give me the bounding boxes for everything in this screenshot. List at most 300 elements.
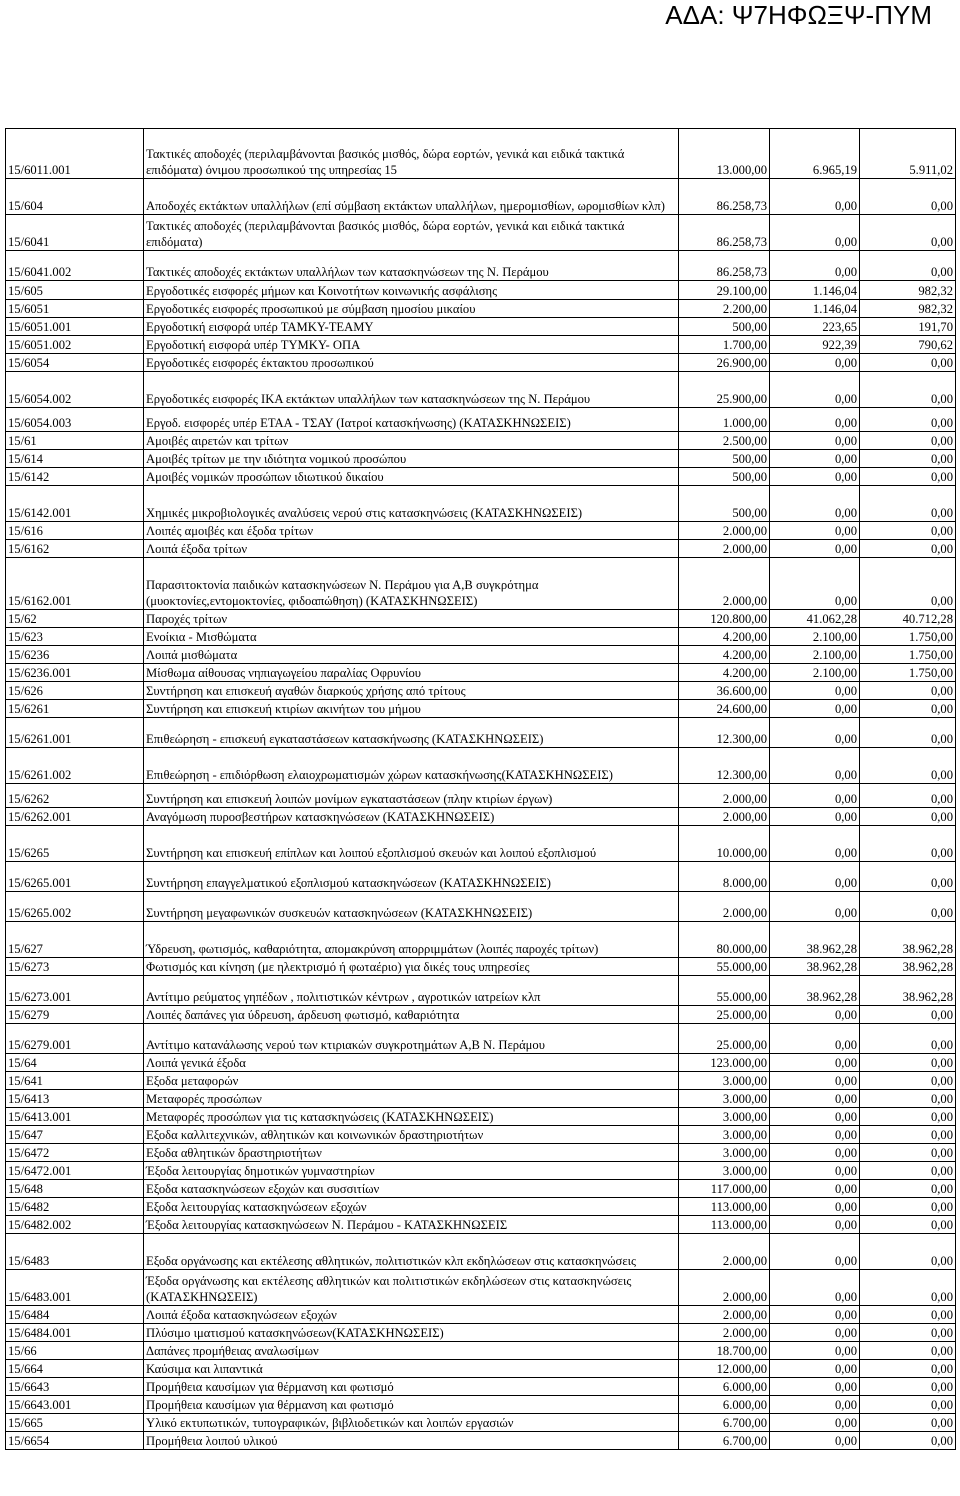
account-description: Λοιπά μισθώματα: [144, 646, 679, 664]
paid-amount: 38.962,28: [860, 976, 956, 1006]
budget-amount: 2.000,00: [679, 522, 770, 540]
committed-amount: 0,00: [770, 784, 860, 808]
table-row: [6, 354, 956, 372]
account-description: Εξοδα λειτουργίας κατασκηνώσεων εξοχών: [144, 1198, 679, 1216]
table-row: [6, 610, 956, 628]
paid-amount: 0,00: [860, 251, 956, 281]
account-code: 15/6262: [6, 784, 144, 808]
committed-amount: 0,00: [770, 1216, 860, 1234]
committed-amount: 0,00: [770, 540, 860, 558]
paid-amount: 0,00: [860, 808, 956, 826]
account-description: Τακτικές αποδοχές (περιλαμβάνονται βασικός μισθός, δώρα εορτών, γενικά και ειδικά τακτικά επιδόματα) όνιμου προσωπικού της υπηρεσίας 15: [144, 129, 679, 179]
account-code: 15/6273.001: [6, 976, 144, 1006]
paid-amount: 0,00: [860, 1054, 956, 1072]
budget-amount: 18.700,00: [679, 1342, 770, 1360]
account-code: 15/6643.001: [6, 1396, 144, 1414]
budget-amount: 2.000,00: [679, 1270, 770, 1306]
table-row: [6, 1432, 956, 1450]
budget-amount: 123.000,00: [679, 1054, 770, 1072]
account-code: 15/6279.001: [6, 1024, 144, 1054]
paid-amount: 0,00: [860, 784, 956, 808]
budget-amount: 4.200,00: [679, 628, 770, 646]
account-code: 15/6413.001: [6, 1108, 144, 1126]
account-code: 15/6261: [6, 700, 144, 718]
table-row: [6, 1024, 956, 1054]
table-row: [6, 922, 956, 958]
table-row: [6, 1198, 956, 1216]
table-row: [6, 1396, 956, 1414]
account-code: 15/6262.001: [6, 808, 144, 826]
paid-amount: 0,00: [860, 682, 956, 700]
account-code: 15/623: [6, 628, 144, 646]
budget-amount: 36.600,00: [679, 682, 770, 700]
committed-amount: 0,00: [770, 1414, 860, 1432]
paid-amount: 1.750,00: [860, 628, 956, 646]
account-code: 15/614: [6, 450, 144, 468]
committed-amount: 38.962,28: [770, 958, 860, 976]
budget-amount: 500,00: [679, 450, 770, 468]
committed-amount: 38.962,28: [770, 922, 860, 958]
account-description: Αμοιβές αιρετών και τρίτων: [144, 432, 679, 450]
committed-amount: 0,00: [770, 1006, 860, 1024]
committed-amount: 0,00: [770, 215, 860, 251]
paid-amount: 0,00: [860, 748, 956, 784]
table-row: [6, 646, 956, 664]
budget-amount: 24.600,00: [679, 700, 770, 718]
account-description: Εργοδοτικές εισφορές μήμων και Κοινοτήτων κοινωνικής ασφάλισης: [144, 281, 679, 300]
account-description: Παροχές τρίτων: [144, 610, 679, 628]
account-description: Χημικές μικροβιολογικές αναλύσεις νερού στις κατασκηνώσεις (ΚΑΤΑΣΚΗΝΩΣΕΙΣ): [144, 486, 679, 522]
account-description: Επιθεώρηση - επιδιόρθωση ελαιοχρωματισμών χώρων κατασκήνωσης(ΚΑΤΑΣΚΗΝΩΣΕΙΣ): [144, 748, 679, 784]
committed-amount: 0,00: [770, 372, 860, 408]
committed-amount: 0,00: [770, 1270, 860, 1306]
table-row: [6, 408, 956, 432]
account-description: Αμοιβές τρίτων με την ιδιότητα νομικού προσώπου: [144, 450, 679, 468]
account-description: Συντήρηση επαγγελματικού εξοπλισμού κατασκηνώσεων (ΚΑΤΑΣΚΗΝΩΣΕΙΣ): [144, 862, 679, 892]
account-code: 15/6483: [6, 1234, 144, 1270]
table-row: [6, 808, 956, 826]
account-description: Έξοδα λειτουργίας κατασκηνώσεων Ν. Περάμου - ΚΑΤΑΣΚΗΝΩΣΕΙΣ: [144, 1216, 679, 1234]
account-code: 15/6162: [6, 540, 144, 558]
budget-amount: 55.000,00: [679, 976, 770, 1006]
budget-amount: 2.000,00: [679, 1324, 770, 1342]
account-code: 15/6413: [6, 1090, 144, 1108]
committed-amount: 0,00: [770, 450, 860, 468]
account-code: 15/626: [6, 682, 144, 700]
committed-amount: 2.100,00: [770, 646, 860, 664]
budget-amount: 500,00: [679, 486, 770, 522]
paid-amount: 0,00: [860, 486, 956, 522]
account-description: Αναγόμωση πυροσβεστήρων κατασκηνώσεων (ΚΑΤΑΣΚΗΝΩΣΕΙΣ): [144, 808, 679, 826]
paid-amount: 0,00: [860, 892, 956, 922]
paid-amount: 0,00: [860, 1072, 956, 1090]
table-row: [6, 1378, 956, 1396]
account-code: 15/6484.001: [6, 1324, 144, 1342]
table-row: [6, 1216, 956, 1234]
account-description: Εργοδοτική εισφορά υπέρ ΤΑΜΚΥ-ΤΕΑΜΥ: [144, 318, 679, 336]
committed-amount: 0,00: [770, 468, 860, 486]
committed-amount: 0,00: [770, 1054, 860, 1072]
paid-amount: 0,00: [860, 1396, 956, 1414]
account-code: 15/6054.002: [6, 372, 144, 408]
account-description: Τακτικές αποδοχές εκτάκτων υπαλλήλων των κατασκηνώσεων της Ν. Περάμου: [144, 251, 679, 281]
paid-amount: 38.962,28: [860, 922, 956, 958]
account-description: Εργοδοτικές εισφορές προσωπικού με σύμβαση ημοσίου μικαίου: [144, 300, 679, 318]
account-description: Εξοδα μεταφορών: [144, 1072, 679, 1090]
table-row: [6, 958, 956, 976]
account-code: 15/6472: [6, 1144, 144, 1162]
account-description: Ενοίκια - Μισθώματα: [144, 628, 679, 646]
account-code: 15/616: [6, 522, 144, 540]
committed-amount: 0,00: [770, 700, 860, 718]
table-row: [6, 1090, 956, 1108]
account-description: Έξοδα οργάνωσης και εκτέλεσης αθλητικών και πολιτιστικών εκδηλώσεων στις κατασκηνώσεις (ΚΑΤΑΣΚΗΝΩΣΕΙΣ): [144, 1270, 679, 1306]
table-row: [6, 1054, 956, 1072]
budget-amount: 12.300,00: [679, 748, 770, 784]
table-row: [6, 179, 956, 215]
paid-amount: 0,00: [860, 862, 956, 892]
paid-amount: 0,00: [860, 372, 956, 408]
committed-amount: 0,00: [770, 1198, 860, 1216]
table-row: [6, 1162, 956, 1180]
account-description: Επιθεώρηση - επισκευή εγκαταστάσεων κατασκήνωσης (ΚΑΤΑΣΚΗΝΩΣΕΙΣ): [144, 718, 679, 748]
budget-amount: 500,00: [679, 318, 770, 336]
table-row: [6, 826, 956, 862]
paid-amount: 0,00: [860, 1024, 956, 1054]
table-row: [6, 862, 956, 892]
budget-amount: 2.200,00: [679, 300, 770, 318]
budget-amount: 2.000,00: [679, 558, 770, 610]
account-code: 15/6265.002: [6, 892, 144, 922]
paid-amount: 0,00: [860, 558, 956, 610]
committed-amount: 0,00: [770, 486, 860, 522]
committed-amount: 0,00: [770, 1108, 860, 1126]
committed-amount: 0,00: [770, 682, 860, 700]
committed-amount: 2.100,00: [770, 664, 860, 682]
committed-amount: 0,00: [770, 1072, 860, 1090]
account-code: 15/64: [6, 1054, 144, 1072]
paid-amount: 0,00: [860, 1432, 956, 1450]
committed-amount: 41.062,28: [770, 610, 860, 628]
budget-amount: 29.100,00: [679, 281, 770, 300]
budget-amount: 2.000,00: [679, 540, 770, 558]
paid-amount: 0,00: [860, 1342, 956, 1360]
account-description: Έξοδα λειτουργίας δημοτικών γυμναστηρίων: [144, 1162, 679, 1180]
committed-amount: 0,00: [770, 1432, 860, 1450]
table-row: [6, 522, 956, 540]
account-description: Συντήρηση και επισκευή λοιπών μονίμων εγκαταστάσεων (πλην κτιρίων έργων): [144, 784, 679, 808]
account-code: 15/605: [6, 281, 144, 300]
table-row: [6, 1006, 956, 1024]
paid-amount: 790,62: [860, 336, 956, 354]
budget-amount: 6.000,00: [679, 1396, 770, 1414]
committed-amount: 0,00: [770, 354, 860, 372]
budget-amount: 4.200,00: [679, 646, 770, 664]
table-row: [6, 1144, 956, 1162]
committed-amount: 0,00: [770, 718, 860, 748]
table-row: [6, 718, 956, 748]
account-code: 15/6279: [6, 1006, 144, 1024]
account-code: 15/6236: [6, 646, 144, 664]
budget-amount: 3.000,00: [679, 1108, 770, 1126]
paid-amount: 1.750,00: [860, 646, 956, 664]
account-description: Δαπάνες προμήθειας αναλωσίμων: [144, 1342, 679, 1360]
paid-amount: 0,00: [860, 432, 956, 450]
account-code: 15/6051.001: [6, 318, 144, 336]
paid-amount: 0,00: [860, 1162, 956, 1180]
account-code: 15/6054: [6, 354, 144, 372]
table-row: [6, 784, 956, 808]
account-description: Συντήρηση και επισκευή επίπλων και λοιπού εξοπλισμού σκευών και λοιπού εξοπλισμού: [144, 826, 679, 862]
account-description: Εργοδοτικές εισφορές έκτακτου προσωπικού: [144, 354, 679, 372]
committed-amount: 0,00: [770, 432, 860, 450]
budget-amount: 26.900,00: [679, 354, 770, 372]
account-description: Μεταφορές προσώπων: [144, 1090, 679, 1108]
committed-amount: 0,00: [770, 826, 860, 862]
budget-amount: 2.500,00: [679, 432, 770, 450]
budget-amount: 500,00: [679, 468, 770, 486]
committed-amount: 0,00: [770, 1306, 860, 1324]
account-description: Λοιπές δαπάνες για ύδρευση, άρδευση φωτισμό, καθαριότητα: [144, 1006, 679, 1024]
budget-amount: 12.300,00: [679, 718, 770, 748]
table-row: [6, 1360, 956, 1378]
account-code: 15/641: [6, 1072, 144, 1090]
account-code: 15/6236.001: [6, 664, 144, 682]
budget-amount: 3.000,00: [679, 1126, 770, 1144]
account-description: Αντίτιμο κατανάλωσης νερού των κτιριακών συγκροτημάτων Α,Β Ν. Περάμου: [144, 1024, 679, 1054]
budget-amount: 12.000,00: [679, 1360, 770, 1378]
budget-amount: 2.000,00: [679, 1306, 770, 1324]
paid-amount: 0,00: [860, 215, 956, 251]
table-row: [6, 664, 956, 682]
paid-amount: 0,00: [860, 354, 956, 372]
table-row: [6, 1126, 956, 1144]
budget-amount: 113.000,00: [679, 1216, 770, 1234]
account-code: 15/604: [6, 179, 144, 215]
committed-amount: 0,00: [770, 862, 860, 892]
table-row: [6, 976, 956, 1006]
account-code: 15/6142: [6, 468, 144, 486]
paid-amount: 0,00: [860, 1126, 956, 1144]
account-description: Ύδρευση, φωτισμός, καθαριότητα, απομακρύνση απορριμμάτων (λοιπές παροχές τρίτων): [144, 922, 679, 958]
paid-amount: 0,00: [860, 1306, 956, 1324]
paid-amount: 0,00: [860, 1180, 956, 1198]
budget-amount: 25.900,00: [679, 372, 770, 408]
budget-amount: 3.000,00: [679, 1162, 770, 1180]
budget-amount: 2.000,00: [679, 808, 770, 826]
paid-amount: 0,00: [860, 1234, 956, 1270]
paid-amount: 0,00: [860, 450, 956, 468]
account-description: Συντήρηση και επισκευή αγαθών διαρκούς χρήσης από τρίτους: [144, 682, 679, 700]
account-code: 15/6654: [6, 1432, 144, 1450]
account-code: 15/664: [6, 1360, 144, 1378]
table-row: [6, 748, 956, 784]
committed-amount: 0,00: [770, 892, 860, 922]
budget-amount: 86.258,73: [679, 251, 770, 281]
committed-amount: 0,00: [770, 251, 860, 281]
table-row: [6, 1180, 956, 1198]
committed-amount: 0,00: [770, 1144, 860, 1162]
table-row: [6, 1342, 956, 1360]
budget-amount: 3.000,00: [679, 1090, 770, 1108]
paid-amount: 191,70: [860, 318, 956, 336]
account-code: 15/6041.002: [6, 251, 144, 281]
committed-amount: 223,65: [770, 318, 860, 336]
paid-amount: 0,00: [860, 1090, 956, 1108]
committed-amount: 0,00: [770, 1378, 860, 1396]
committed-amount: 0,00: [770, 1342, 860, 1360]
budget-amount: 6.700,00: [679, 1432, 770, 1450]
budget-amount: 113.000,00: [679, 1198, 770, 1216]
budget-amount: 2.000,00: [679, 1234, 770, 1270]
budget-amount: 3.000,00: [679, 1144, 770, 1162]
table-row: [6, 372, 956, 408]
paid-amount: 38.962,28: [860, 958, 956, 976]
account-description: Προμήθεια λοιπού υλικού: [144, 1432, 679, 1450]
budget-table: [5, 128, 956, 1450]
account-description: Εξοδα οργάνωσης και εκτέλεσης αθλητικών, πολιτιστικών κλπ εκδηλώσεων στις κατασκηνώσεις: [144, 1234, 679, 1270]
committed-amount: 0,00: [770, 1396, 860, 1414]
budget-amount: 4.200,00: [679, 664, 770, 682]
account-code: 15/6273: [6, 958, 144, 976]
table-row: [6, 558, 956, 610]
committed-amount: 38.962,28: [770, 976, 860, 1006]
account-code: 15/6483.001: [6, 1270, 144, 1306]
budget-amount: 10.000,00: [679, 826, 770, 862]
account-description: Συντήρηση και επισκευή κτιρίων ακινήτων του μήμου: [144, 700, 679, 718]
paid-amount: 0,00: [860, 1360, 956, 1378]
committed-amount: 6.965,19: [770, 129, 860, 179]
budget-amount: 80.000,00: [679, 922, 770, 958]
committed-amount: 0,00: [770, 558, 860, 610]
table-row: [6, 700, 956, 718]
committed-amount: 2.100,00: [770, 628, 860, 646]
paid-amount: 0,00: [860, 826, 956, 862]
budget-amount: 86.258,73: [679, 215, 770, 251]
table-row: [6, 1072, 956, 1090]
account-code: 15/665: [6, 1414, 144, 1432]
account-description: Εξοδα αθλητικών δραστηριοτήτων: [144, 1144, 679, 1162]
table-row: [6, 540, 956, 558]
paid-amount: 0,00: [860, 408, 956, 432]
budget-amount: 13.000,00: [679, 129, 770, 179]
account-code: 15/66: [6, 1342, 144, 1360]
table-row: [6, 432, 956, 450]
table-row: [6, 318, 956, 336]
paid-amount: 0,00: [860, 1144, 956, 1162]
budget-amount: 117.000,00: [679, 1180, 770, 1198]
committed-amount: 0,00: [770, 408, 860, 432]
account-description: Φωτισμός και κίνηση (με ηλεκτρισμό ή φωταέριο) για δικές τους υπηρεσίες: [144, 958, 679, 976]
table-row: [6, 300, 956, 318]
budget-amount: 25.000,00: [679, 1006, 770, 1024]
table-row: [6, 1324, 956, 1342]
account-code: 15/627: [6, 922, 144, 958]
ada-code: ΑΔΑ: Ψ7ΗΦΩΞΨ-ΠΥΜ: [665, 0, 932, 30]
account-code: 15/61: [6, 432, 144, 450]
committed-amount: 1.146,04: [770, 281, 860, 300]
paid-amount: 0,00: [860, 1216, 956, 1234]
account-code: 15/6162.001: [6, 558, 144, 610]
paid-amount: 0,00: [860, 1108, 956, 1126]
account-description: Προμήθεια καυσίμων για θέρμανση και φωτισμό: [144, 1396, 679, 1414]
account-description: Συντήρηση μεγαφωνικών συσκευών κατασκηνώσεων (ΚΑΤΑΣΚΗΝΩΣΕΙΣ): [144, 892, 679, 922]
committed-amount: 0,00: [770, 1024, 860, 1054]
budget-amount: 6.000,00: [679, 1378, 770, 1396]
table-row: [6, 628, 956, 646]
account-code: 15/6265.001: [6, 862, 144, 892]
paid-amount: 0,00: [860, 1198, 956, 1216]
account-description: Εργοδ. εισφορές υπέρ ΕΤΑΑ - ΤΣΑΥ (Ιατροί κατασκήνωσης) (ΚΑΤΑΣΚΗΝΩΣΕΙΣ): [144, 408, 679, 432]
committed-amount: 0,00: [770, 1126, 860, 1144]
committed-amount: 922,39: [770, 336, 860, 354]
paid-amount: 40.712,28: [860, 610, 956, 628]
account-description: Λοιπά έξοδα κατασκηνώσεων εξοχών: [144, 1306, 679, 1324]
account-description: Εργοδοτική εισφορά υπέρ ΤΥΜΚΥ- ΟΠΑ: [144, 336, 679, 354]
account-code: 15/62: [6, 610, 144, 628]
budget-amount: 25.000,00: [679, 1024, 770, 1054]
budget-amount: 6.700,00: [679, 1414, 770, 1432]
paid-amount: 0,00: [860, 718, 956, 748]
paid-amount: 0,00: [860, 700, 956, 718]
table-row: [6, 450, 956, 468]
budget-amount: 8.000,00: [679, 862, 770, 892]
budget-amount: 2.000,00: [679, 892, 770, 922]
account-description: Παρασιτοκτονία παιδικών κατασκηνώσεων Ν. Περάμου για Α,Β συγκρότημα (μυοκτονίες,εντομοκτονίες, φιδοαπώθηση) (ΚΑΤΑΣΚΗΝΩΣΕΙΣ): [144, 558, 679, 610]
committed-amount: 0,00: [770, 1324, 860, 1342]
account-code: 15/6482: [6, 1198, 144, 1216]
table-row: [6, 251, 956, 281]
committed-amount: 0,00: [770, 179, 860, 215]
committed-amount: 0,00: [770, 1090, 860, 1108]
budget-amount: 86.258,73: [679, 179, 770, 215]
account-description: Λοιπά γενικά έξοδα: [144, 1054, 679, 1072]
account-code: 15/647: [6, 1126, 144, 1144]
committed-amount: 1.146,04: [770, 300, 860, 318]
table-row: [6, 682, 956, 700]
table-row: [6, 281, 956, 300]
budget-amount: 1.700,00: [679, 336, 770, 354]
account-description: Τακτικές αποδοχές (περιλαμβάνονται βασικός μισθός, δώρα εορτών, γενικά και ειδικά τακτικά επιδόματα): [144, 215, 679, 251]
account-description: Προμήθεια καυσίμων για θέρμανση και φωτισμό: [144, 1378, 679, 1396]
committed-amount: 0,00: [770, 1360, 860, 1378]
paid-amount: 5.911,02: [860, 129, 956, 179]
table-row: [6, 1270, 956, 1306]
account-code: 15/6142.001: [6, 486, 144, 522]
account-code: 15/6472.001: [6, 1162, 144, 1180]
account-code: 15/6051.002: [6, 336, 144, 354]
paid-amount: 0,00: [860, 1324, 956, 1342]
account-description: Μίσθωμα αίθουσας νηπιαγωγείου παραλίας Οφρυνίου: [144, 664, 679, 682]
account-description: Εξοδα κατασκηνώσεων εξοχών και συσσιτίων: [144, 1180, 679, 1198]
budget-amount: 55.000,00: [679, 958, 770, 976]
budget-amount: 120.800,00: [679, 610, 770, 628]
paid-amount: 0,00: [860, 522, 956, 540]
account-description: Αμοιβές νομικών προσώπων ιδιωτικού δικαίου: [144, 468, 679, 486]
account-code: 15/6051: [6, 300, 144, 318]
paid-amount: 0,00: [860, 1006, 956, 1024]
account-description: Αποδοχές εκτάκτων υπαλλήλων (επί σύμβαση εκτάκτων υπαλλήλων, ημερομισθίων, ωρομισθίων κλπ): [144, 179, 679, 215]
account-code: 15/6041: [6, 215, 144, 251]
paid-amount: 0,00: [860, 1414, 956, 1432]
account-description: Μεταφορές προσώπων για τις κατασκηνώσεις (ΚΑΤΑΣΚΗΝΩΣΕΙΣ): [144, 1108, 679, 1126]
budget-amount: 2.000,00: [679, 784, 770, 808]
paid-amount: 1.750,00: [860, 664, 956, 682]
table-row: [6, 129, 956, 179]
paid-amount: 0,00: [860, 540, 956, 558]
account-code: 15/648: [6, 1180, 144, 1198]
account-description: Εξοδα καλλιτεχνικών, αθλητικών και κοινωνικών δραστηριοτήτων: [144, 1126, 679, 1144]
